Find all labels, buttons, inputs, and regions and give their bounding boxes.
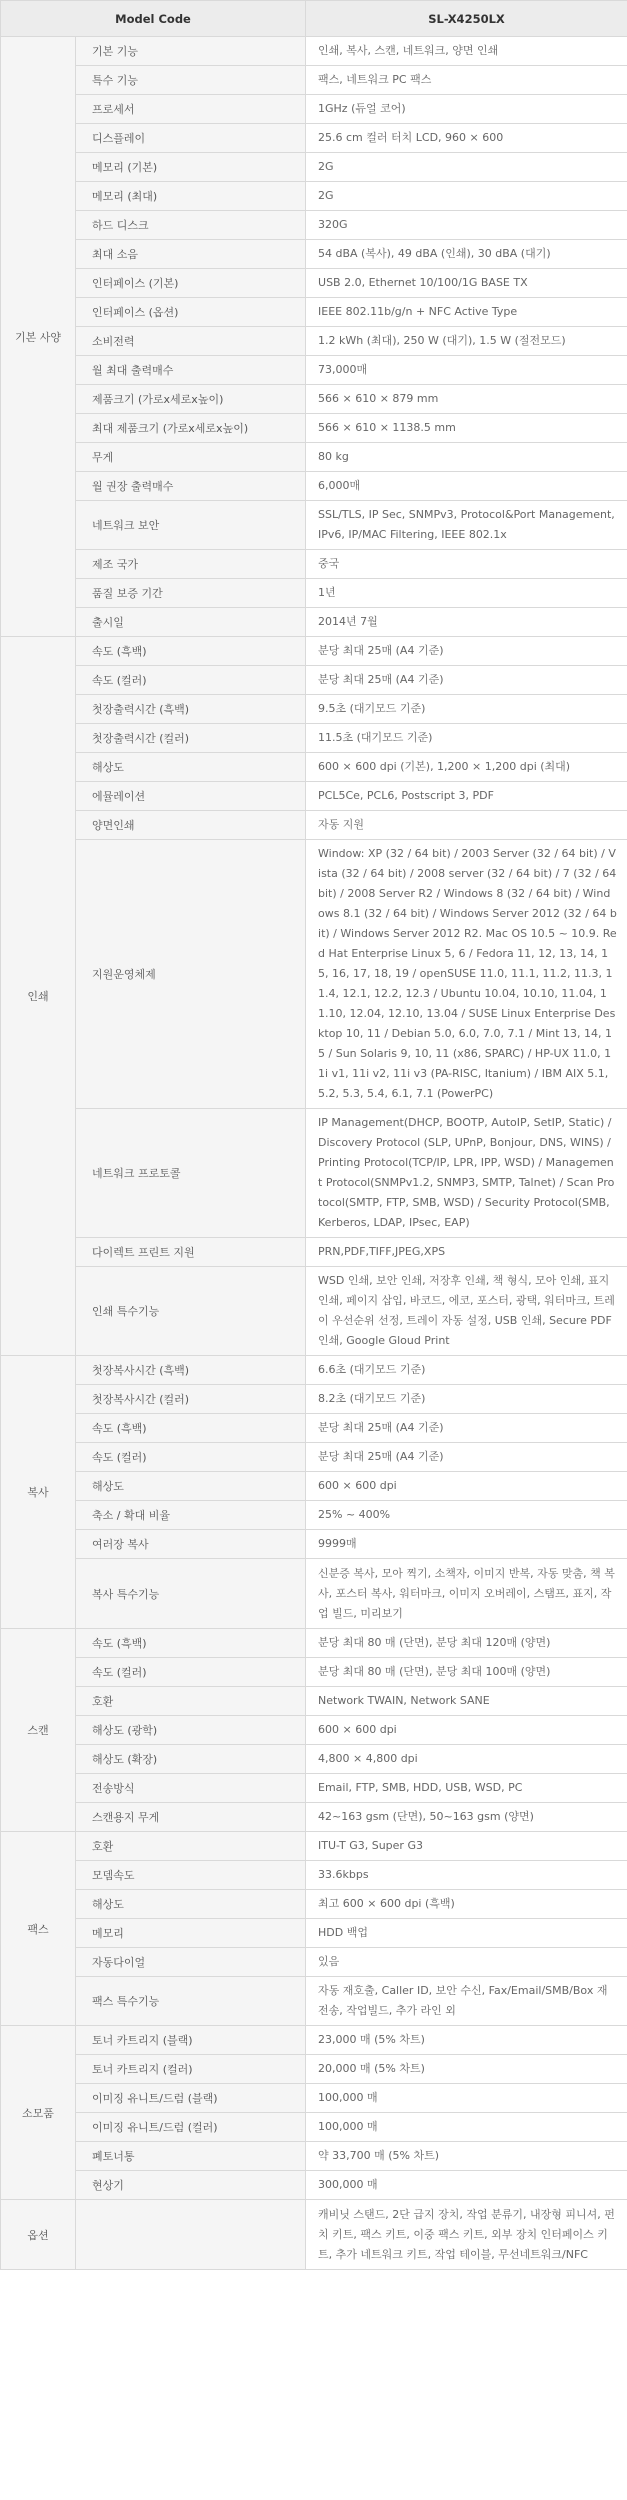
spec-value: 최고 600 × 600 dpi (흑백) — [306, 1890, 627, 1919]
spec-label: 첫장출력시간 (컬러) — [76, 724, 306, 753]
spec-label: 에뮬레이션 — [76, 782, 306, 811]
spec-row — [1, 124, 627, 153]
spec-value: 분당 최대 25매 (A4 기준) — [306, 1443, 627, 1472]
spec-row — [1, 666, 627, 695]
spec-row — [1, 695, 627, 724]
spec-value: 인쇄, 복사, 스캔, 네트워크, 양면 인쇄 — [306, 37, 627, 66]
spec-label: 첫장출력시간 (흑백) — [76, 695, 306, 724]
spec-row — [1, 1385, 627, 1414]
spec-label: 토너 카트리지 (블랙) — [76, 2026, 306, 2055]
spec-row — [1, 1356, 627, 1385]
spec-row — [1, 1774, 627, 1803]
spec-value: USB 2.0, Ethernet 10/100/1G BASE TX — [306, 269, 627, 298]
spec-label: 이미징 유니트/드럼 (컬러) — [76, 2113, 306, 2142]
spec-row — [1, 840, 627, 1109]
spec-label: 팩스 특수기능 — [76, 1977, 306, 2026]
spec-row — [1, 153, 627, 182]
spec-label: 다이렉트 프린트 지원 — [76, 1238, 306, 1267]
spec-value: 100,000 매 — [306, 2113, 627, 2142]
spec-row — [1, 811, 627, 840]
spec-row — [1, 2084, 627, 2113]
spec-row — [1, 501, 627, 550]
category-cell: 인쇄 — [1, 637, 76, 1356]
spec-row — [1, 2142, 627, 2171]
spec-value: 약 33,700 매 (5% 차트) — [306, 2142, 627, 2171]
spec-label: 호환 — [76, 1832, 306, 1861]
spec-row — [1, 579, 627, 608]
spec-value: 있음 — [306, 1948, 627, 1977]
spec-label: 하드 디스크 — [76, 211, 306, 240]
spec-value: 분당 최대 80 매 (단면), 분당 최대 120매 (양면) — [306, 1629, 627, 1658]
category-cell: 소모품 — [1, 2026, 76, 2200]
spec-value: Window: XP (32 / 64 bit) / 2003 Server (32 / 64 bit) / Vista (32 / 64 bit) / 2008 server (32 / 64 bit) / 7 (32 / 64 bit) / 2008 Server R2 / Windows 8 (32 / 64 bit) / Windows 8.1 (32 / 64 bit) / Windows Server 2012 (32 / 64 bit) / Windows Server 2012 R2. Mac OS 10.5 ~ 10.9. Red Hat Enterprise Linux 5, 6 / Fedora 11, 12, 13, 14, 15, 16, 17, 18, 19 / openSUSE 11.0, 11.1, 11.2, 11.3, 11.4, 12.1, 12.2, 12.3 / Ubuntu 10.04, 10.10, 11.04, 11.10, 12.04, 12.10, 13.04 / SUSE Linux Enterprise Desktop 10, 11 / Debian 5.0, 6.0, 7.0, 7.1 / Mint 13, 14, 15 / Sun Solaris 9, 10, 11 (x86, SPARC) / HP-UX 11.0, 11i v1, 11i v2, 11i v3 (PA-RISC, Itanium) / IBM AIX 5.1, 5.2, 5.3, 5.4, 6.1, 7.1 (PowerPC) — [306, 840, 627, 1109]
spec-value: WSD 인쇄, 보안 인쇄, 저장후 인쇄, 책 형식, 모아 인쇄, 표지 인쇄, 페이지 삽입, 바코드, 에코, 포스터, 광택, 워터마크, 트레이 우선순위 선정, 트레이 자동 설정, USB 인쇄, Secure PDF 인쇄, Google Gloud Print — [306, 1267, 627, 1356]
spec-value: 신분증 복사, 모아 찍기, 소책자, 이미지 반복, 자동 맞춤, 책 복사, 포스터 복사, 워터마크, 이미지 오버레이, 스탬프, 표지, 작업 빌드, 미리보기 — [306, 1559, 627, 1629]
spec-row — [1, 2171, 627, 2200]
spec-label: 여러장 복사 — [76, 1530, 306, 1559]
category-cell: 팩스 — [1, 1832, 76, 2026]
spec-row — [1, 782, 627, 811]
spec-row — [1, 37, 627, 66]
spec-value: 1GHz (듀얼 코어) — [306, 95, 627, 124]
spec-value: Network TWAIN, Network SANE — [306, 1687, 627, 1716]
spec-value: 566 × 610 × 879 mm — [306, 385, 627, 414]
spec-label: 호환 — [76, 1687, 306, 1716]
spec-label: 자동다이얼 — [76, 1948, 306, 1977]
spec-label: 기본 기능 — [76, 37, 306, 66]
spec-label: 첫장복사시간 (흑백) — [76, 1356, 306, 1385]
spec-value: 42~163 gsm (단면), 50~163 gsm (양면) — [306, 1803, 627, 1832]
spec-value: SSL/TLS, IP Sec, SNMPv3, Protocol&Port Management, IPv6, IP/MAC Filtering, IEEE 802.1x — [306, 501, 627, 550]
spec-value: 2G — [306, 153, 627, 182]
spec-label: 소비전력 — [76, 327, 306, 356]
spec-label: 메모리 — [76, 1919, 306, 1948]
spec-label: 해상도 — [76, 753, 306, 782]
spec-value: 11.5초 (대기모드 기준) — [306, 724, 627, 753]
spec-label: 현상기 — [76, 2171, 306, 2200]
spec-row — [1, 1559, 627, 1629]
spec-label: 출시일 — [76, 608, 306, 637]
spec-row — [1, 443, 627, 472]
spec-row — [1, 1861, 627, 1890]
spec-row — [1, 753, 627, 782]
spec-value: 2014년 7월 — [306, 608, 627, 637]
spec-row — [1, 356, 627, 385]
spec-row — [1, 269, 627, 298]
spec-row — [1, 1948, 627, 1977]
spec-label — [76, 2200, 306, 2270]
spec-value: 20,000 매 (5% 차트) — [306, 2055, 627, 2084]
spec-label: 무게 — [76, 443, 306, 472]
spec-row — [1, 1267, 627, 1356]
category-cell: 옵션 — [1, 2200, 76, 2270]
spec-value: 분당 최대 25매 (A4 기준) — [306, 666, 627, 695]
spec-value: 25.6 cm 컬러 터치 LCD, 960 × 600 — [306, 124, 627, 153]
spec-row — [1, 327, 627, 356]
category-cell: 스캔 — [1, 1629, 76, 1832]
spec-value: IP Management(DHCP, BOOTP, AutoIP, SetIP, Static) / Discovery Protocol (SLP, UPnP, Bonjour, DNS, WINS) / Printing Protocol(TCP/IP, LPR, IPP, WSD) / Management Protocol(SNMPv1.2, SNMP3, SMTP, Talnet) / Scan Protocol(SMTP, FTP, SMB, WSD) / Security Protocol(SMB, Kerberos, LDAP, IPsec, EAP) — [306, 1109, 627, 1238]
category-cell: 기본 사양 — [1, 37, 76, 637]
spec-label: 최대 소음 — [76, 240, 306, 269]
spec-row — [1, 1629, 627, 1658]
spec-value: 1.2 kWh (최대), 250 W (대기), 1.5 W (절전모드) — [306, 327, 627, 356]
spec-label: 특수 기능 — [76, 66, 306, 95]
spec-row — [1, 2026, 627, 2055]
spec-row — [1, 1890, 627, 1919]
spec-row — [1, 95, 627, 124]
spec-row — [1, 608, 627, 637]
spec-value: 600 × 600 dpi — [306, 1716, 627, 1745]
spec-row — [1, 385, 627, 414]
spec-row — [1, 211, 627, 240]
spec-value: 300,000 매 — [306, 2171, 627, 2200]
spec-value: PCL5Ce, PCL6, Postscript 3, PDF — [306, 782, 627, 811]
spec-label: 복사 특수기능 — [76, 1559, 306, 1629]
spec-label: 인터페이스 (옵션) — [76, 298, 306, 327]
spec-row — [1, 724, 627, 753]
spec-label: 속도 (컬러) — [76, 1658, 306, 1687]
header-row — [1, 1, 627, 37]
spec-label: 속도 (컬러) — [76, 666, 306, 695]
category-cell: 복사 — [1, 1356, 76, 1629]
spec-value: ITU-T G3, Super G3 — [306, 1832, 627, 1861]
spec-label: 해상도 — [76, 1472, 306, 1501]
spec-value: 팩스, 네트워크 PC 팩스 — [306, 66, 627, 95]
spec-value: 8.2초 (대기모드 기준) — [306, 1385, 627, 1414]
spec-value: 9.5초 (대기모드 기준) — [306, 695, 627, 724]
spec-label: 메모리 (기본) — [76, 153, 306, 182]
spec-label: 양면인쇄 — [76, 811, 306, 840]
spec-label: 스캔용지 무게 — [76, 1803, 306, 1832]
spec-value: 6.6초 (대기모드 기준) — [306, 1356, 627, 1385]
spec-row — [1, 1238, 627, 1267]
spec-row — [1, 1414, 627, 1443]
spec-label: 폐토너통 — [76, 2142, 306, 2171]
spec-label: 제품크기 (가로x세로x높이) — [76, 385, 306, 414]
spec-label: 속도 (흑백) — [76, 637, 306, 666]
spec-value: 자동 재호출, Caller ID, 보안 수신, Fax/Email/SMB/Box 재전송, 작업빌드, 추가 라인 외 — [306, 1977, 627, 2026]
spec-label: 지원운영체제 — [76, 840, 306, 1109]
spec-value: 73,000매 — [306, 356, 627, 385]
spec-label: 첫장복사시간 (컬러) — [76, 1385, 306, 1414]
spec-value: 25% ~ 400% — [306, 1501, 627, 1530]
spec-label: 제조 국가 — [76, 550, 306, 579]
spec-label: 디스플레이 — [76, 124, 306, 153]
spec-row — [1, 2055, 627, 2084]
spec-value: 4,800 × 4,800 dpi — [306, 1745, 627, 1774]
spec-value: 자동 지원 — [306, 811, 627, 840]
spec-label: 축소 / 확대 비율 — [76, 1501, 306, 1530]
spec-value: 9999매 — [306, 1530, 627, 1559]
spec-row — [1, 1803, 627, 1832]
spec-label: 네트워크 보안 — [76, 501, 306, 550]
spec-value: 80 kg — [306, 443, 627, 472]
spec-value: 분당 최대 25매 (A4 기준) — [306, 1414, 627, 1443]
spec-value: 566 × 610 × 1138.5 mm — [306, 414, 627, 443]
spec-value: 6,000매 — [306, 472, 627, 501]
spec-label: 해상도 (확장) — [76, 1745, 306, 1774]
spec-value: 100,000 매 — [306, 2084, 627, 2113]
spec-value: 중국 — [306, 550, 627, 579]
spec-row — [1, 1919, 627, 1948]
spec-label: 해상도 — [76, 1890, 306, 1919]
spec-value: 600 × 600 dpi — [306, 1472, 627, 1501]
spec-row — [1, 472, 627, 501]
spec-label: 품질 보증 기간 — [76, 579, 306, 608]
spec-value: 분당 최대 80 매 (단면), 분당 최대 100매 (양면) — [306, 1658, 627, 1687]
spec-value: 54 dBA (복사), 49 dBA (인쇄), 30 dBA (대기) — [306, 240, 627, 269]
spec-value: 분당 최대 25매 (A4 기준) — [306, 637, 627, 666]
spec-row — [1, 1716, 627, 1745]
spec-label: 메모리 (최대) — [76, 182, 306, 211]
spec-row — [1, 182, 627, 211]
spec-label: 월 권장 출력매수 — [76, 472, 306, 501]
model-code-header: Model Code — [1, 1, 306, 37]
spec-row — [1, 1832, 627, 1861]
spec-label: 전송방식 — [76, 1774, 306, 1803]
spec-value: 320G — [306, 211, 627, 240]
spec-row — [1, 1658, 627, 1687]
spec-label: 속도 (흑백) — [76, 1414, 306, 1443]
spec-value: 33.6kbps — [306, 1861, 627, 1890]
spec-row — [1, 2113, 627, 2142]
spec-value: 600 × 600 dpi (기본), 1,200 × 1,200 dpi (최대) — [306, 753, 627, 782]
spec-label: 네트워크 프로토콜 — [76, 1109, 306, 1238]
spec-row — [1, 550, 627, 579]
spec-row — [1, 240, 627, 269]
spec-value: HDD 백업 — [306, 1919, 627, 1948]
spec-row — [1, 1687, 627, 1716]
spec-row — [1, 1745, 627, 1774]
spec-row — [1, 637, 627, 666]
spec-value: 캐비닛 스탠드, 2단 급지 장치, 작업 분류기, 내장형 피니셔, 펀치 키트, 팩스 키트, 이중 팩스 키트, 외부 장치 인터페이스 키트, 추가 네트워크 키트, 작업 테이블, 무선네트워크/NFC — [306, 2200, 627, 2270]
spec-row — [1, 2200, 627, 2270]
spec-label: 이미징 유니트/드럼 (블랙) — [76, 2084, 306, 2113]
spec-row — [1, 1443, 627, 1472]
spec-row — [1, 1977, 627, 2026]
spec-row — [1, 66, 627, 95]
spec-label: 해상도 (광학) — [76, 1716, 306, 1745]
spec-value: IEEE 802.11b/g/n + NFC Active Type — [306, 298, 627, 327]
spec-value: Email, FTP, SMB, HDD, USB, WSD, PC — [306, 1774, 627, 1803]
spec-row — [1, 1530, 627, 1559]
spec-label: 모뎀속도 — [76, 1861, 306, 1890]
spec-value: 1년 — [306, 579, 627, 608]
spec-label: 인터페이스 (기본) — [76, 269, 306, 298]
spec-value: 23,000 매 (5% 차트) — [306, 2026, 627, 2055]
model-value-header: SL-X4250LX — [306, 1, 627, 37]
spec-label: 월 최대 출력매수 — [76, 356, 306, 385]
spec-label: 인쇄 특수기능 — [76, 1267, 306, 1356]
spec-label: 속도 (컬러) — [76, 1443, 306, 1472]
spec-value: PRN,PDF,TIFF,JPEG,XPS — [306, 1238, 627, 1267]
spec-label: 최대 제품크기 (가로x세로x높이) — [76, 414, 306, 443]
spec-label: 속도 (흑백) — [76, 1629, 306, 1658]
spec-label: 토너 카트리지 (컬러) — [76, 2055, 306, 2084]
spec-row — [1, 298, 627, 327]
spec-label: 프로세서 — [76, 95, 306, 124]
spec-row — [1, 1109, 627, 1238]
spec-row — [1, 1472, 627, 1501]
spec-row — [1, 414, 627, 443]
spec-row — [1, 1501, 627, 1530]
spec-value: 2G — [306, 182, 627, 211]
